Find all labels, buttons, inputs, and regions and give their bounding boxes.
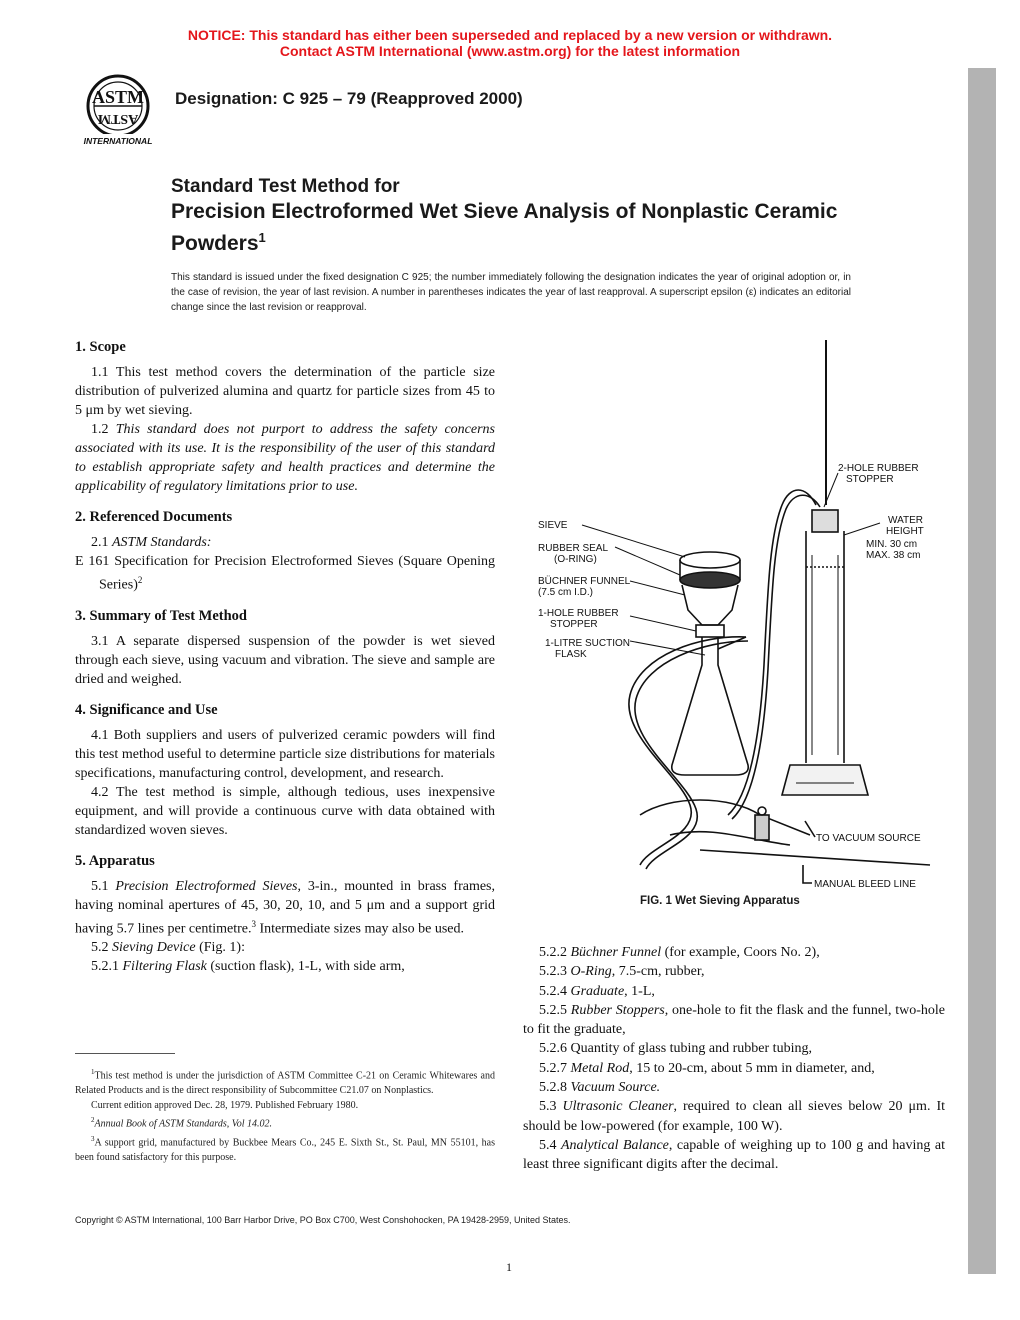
apparatus-item-num: 5.2.6 [539,1041,571,1057]
apparatus-item [523,1097,945,1136]
apparatus-item-num: 5.3 [539,1099,563,1115]
para-1-2 [75,420,495,496]
ref-e161-text: E 161 Specification for Precision Electroformed Sieves (Square Opening Series) [75,554,495,593]
margin-bar [968,68,996,1274]
para-5-2-1-num: 5.2.1 [91,959,123,975]
label-sieve: SIEVE [538,520,568,531]
footnote-2 [75,1113,495,1131]
issued-note: This standard is issued under the fixed designation C 925; the number immediately following the designation indicates the year of original adoption or, in the case of revision, the year of last revision. A number in parentheses indicates the year of last reapproval. A superscript epsilon (ε) indicates an editorial change since the last revision or reapproval. [171,272,851,313]
para-5-2-num: 5.2 [91,940,112,956]
para-1-2-text: This standard does not purport to address the safety concerns associated with its use. It is the responsibility of the user of this standard to establish appropriate safety and health practices and determine the applicability of regulatory limitations prior to use. [75,422,495,494]
label-bleed: MANUAL BLEED LINE [814,879,916,890]
label-one-hole-2: STOPPER [550,619,598,630]
apparatus-item-em: Büchner Funnel [570,945,662,960]
label-rubber-seal-2: (O-RING) [554,554,597,565]
section-heading-scope: 1. Scope [75,339,126,355]
title-line-2: Precision Electroformed Wet Sieve Analysis of Nonplastic Ceramic Powders [171,200,838,255]
apparatus-item-num: 5.2.2 [539,945,571,960]
para-5-1-em: Precision Electroformed Sieves [115,878,298,894]
apparatus-item [523,1136,945,1175]
para-5-2-1-em: Filtering Flask [122,959,207,975]
apparatus-item-em: Analytical Balance [560,1137,669,1153]
para-5-2-1-rest: (suction flask), 1-L, with side arm, [206,959,405,975]
footnote-1 [75,1065,495,1098]
apparatus-item-em: Graduate [570,983,625,999]
para-5-2-rest: (Fig. 1): [195,940,245,956]
footnote-3-mark: 3 [91,1134,95,1143]
logo-top-text: ASTM [91,87,145,107]
footnote-1b: Current edition approved Dec. 28, 1979. Published February 1980. [91,1100,359,1112]
apparatus-item-num: 5.2.7 [539,1060,571,1076]
para-2-1-num: 2.1 [91,535,112,550]
logo-bottom-text: INTERNATIONAL [83,136,153,146]
svg-text:ASTM: ASTM [97,111,139,126]
apparatus-item-rest: (for example, Coors No. 2), [661,945,820,960]
footnote-2-mark: 2 [91,1116,95,1125]
label-water-3: MIN. 30 cm [866,539,918,550]
notice-banner [0,27,1020,59]
notice-line-1: NOTICE: This standard has either been superseded and replaced by a new version or withdrawn. [187,27,833,43]
title-line-1: Standard Test Method for [171,176,400,197]
label-water-1: WATER [888,515,923,526]
figure-caption: FIG. 1 Wet Sieving Apparatus [640,895,800,907]
label-water-2: HEIGHT [886,526,924,537]
label-two-hole-1: 2-HOLE RUBBER [838,463,919,474]
apparatus-item [523,982,945,1001]
section-heading-summary: 3. Summary of Test Method [75,607,247,624]
designation: Designation: C 925 – 79 (Reapproved 2000) [175,89,523,108]
apparatus-item-num: 5.2.3 [539,964,571,980]
apparatus-item-em: Ultrasonic Cleaner [562,1099,674,1115]
para-5-1-rest: , 3-in., mounted in brass frames, having nominal apertures of 45, 30, 20, 10, and 5 μm and a support grid having 5.7 lines per centimetre. [75,878,496,937]
ref-e161-mark: 2 [137,575,143,585]
apparatus-item-em: Vacuum Source. [570,1080,661,1096]
label-vacuum: TO VACUUM SOURCE [816,833,921,844]
para-4-2: 4.2 The test method is simple, although tedious, uses inexpensive equipment, and will provide a continuous curve with data obtained with standardized woven sieves. [75,784,495,838]
apparatus-item [523,1059,945,1078]
footnote-3-text: A support grid, manufactured by Buckbee Mears Co., 245 E. Sixth St., St. Paul, MN 55101, has been found satisfactory for this purpose. [75,1136,495,1163]
apparatus-item-rest: , 1-L, [624,983,655,999]
apparatus-item-num: 5.2.5 [539,1002,571,1018]
document-title [171,199,851,257]
apparatus-item [523,1078,945,1097]
footnote-rule [75,1053,175,1054]
label-two-hole-2: STOPPER [846,474,894,485]
title-footnote-mark: 1 [258,230,266,245]
copyright: Copyright © ASTM International, 100 Barr Harbor Drive, PO Box C700, West Conshohocken, PA 19428-2959, United States. [75,1215,571,1225]
apparatus-item-rest: , required to clean all sieves below 20 μm. It should be low-powered (for example, 100 W). [523,1099,945,1134]
section-heading-refdocs: 2. Referenced Documents [75,509,233,525]
label-buchner-1: BÜCHNER FUNNEL [538,576,631,587]
apparatus-item-em: Metal Rod [570,1060,630,1076]
right-column [523,943,945,1175]
apparatus-item [523,1001,945,1040]
para-5-1-mark: 3 [251,918,256,929]
para-1-1: 1.1 This test method covers the determination of the particle size distribution of pulverized alumina and quartz for particle sizes from 45 to 5 μm by wet sieving. [75,365,495,418]
page-number: 1 [506,1260,512,1274]
apparatus-item-rest: , capable of weighing up to 100 g and having at least three significant digits after the decimal. [523,1137,945,1173]
para-4-1: 4.1 Both suppliers and users of pulverized ceramic powders will find this test method useful to determine particle size distributions for materials specifications, manufacturing control, development, and research. [75,727,495,781]
section-heading-significance: 4. Significance and Use [75,701,218,718]
apparatus-item-em: O-Ring [570,964,612,980]
apparatus-item-rest: , one-hole to fit the flask and the funnel, two-hole to fit the graduate, [523,1002,945,1038]
apparatus-item-num: 5.2.4 [539,983,571,999]
label-flask-1: 1-LITRE SUCTION [545,638,631,649]
label-flask-2: FLASK [555,649,587,660]
para-3-1: 3.1 A separate dispersed suspension of the powder is wet sieved through each sieve, using vacuum and vibration. The sieve and sample are dried and weighed. [75,633,495,687]
label-one-hole-1: 1-HOLE RUBBER [538,608,619,619]
label-rubber-seal-1: RUBBER SEAL [538,543,609,554]
footnotes [75,1065,495,1165]
apparatus-item-rest: Quantity of glass tubing and rubber tubing, [570,1041,812,1057]
ref-e161 [75,552,495,595]
para-2-1-text: ASTM Standards: [112,535,212,550]
figure-wet-sieving-apparatus [520,335,960,890]
astm-logo [74,70,162,150]
apparatus-item-num: 5.2.8 [539,1080,571,1096]
apparatus-item [523,962,945,981]
section-heading-apparatus: 5. Apparatus [75,852,155,869]
apparatus-item [523,1039,945,1058]
footnote-1-text: This test method is under the jurisdiction of ASTM Committee C-21 on Ceramic Whitewares and Related Products and is the direct responsibility of Subcommittee C21.07 on Nonplastics. [75,1070,495,1097]
apparatus-item-rest: , 15 to 20-cm, about 5 mm in diameter, and, [629,1060,875,1076]
para-1-2-num: 1.2 [91,422,116,437]
footnote-1-mark: 1 [91,1068,95,1076]
para-5-2 [75,938,495,957]
para-5-1-tail: Intermediate sizes may also be used. [256,921,464,937]
footnote-3 [75,1132,495,1165]
notice-line-2: Contact ASTM International (www.astm.org) for the latest information [279,43,741,59]
footnote-2-text: Annual Book of ASTM Standards, Vol 14.02. [94,1118,272,1130]
para-5-1-num: 5.1 [91,878,116,894]
para-5-2-em: Sieving Device [112,940,196,956]
apparatus-item-rest: , 7.5-cm, rubber, [611,964,705,980]
para-5-1 [75,877,495,939]
left-column [75,338,495,976]
para-5-2-1 [75,957,495,976]
apparatus-item-em: Rubber Stoppers [570,1002,665,1018]
apparatus-item [523,943,945,962]
label-buchner-2: (7.5 cm I.D.) [538,587,594,598]
apparatus-item-num: 5.4 [539,1137,561,1153]
para-2-1 [75,533,495,552]
label-water-4: MAX. 38 cm [866,550,921,561]
figure-labels [538,463,924,890]
